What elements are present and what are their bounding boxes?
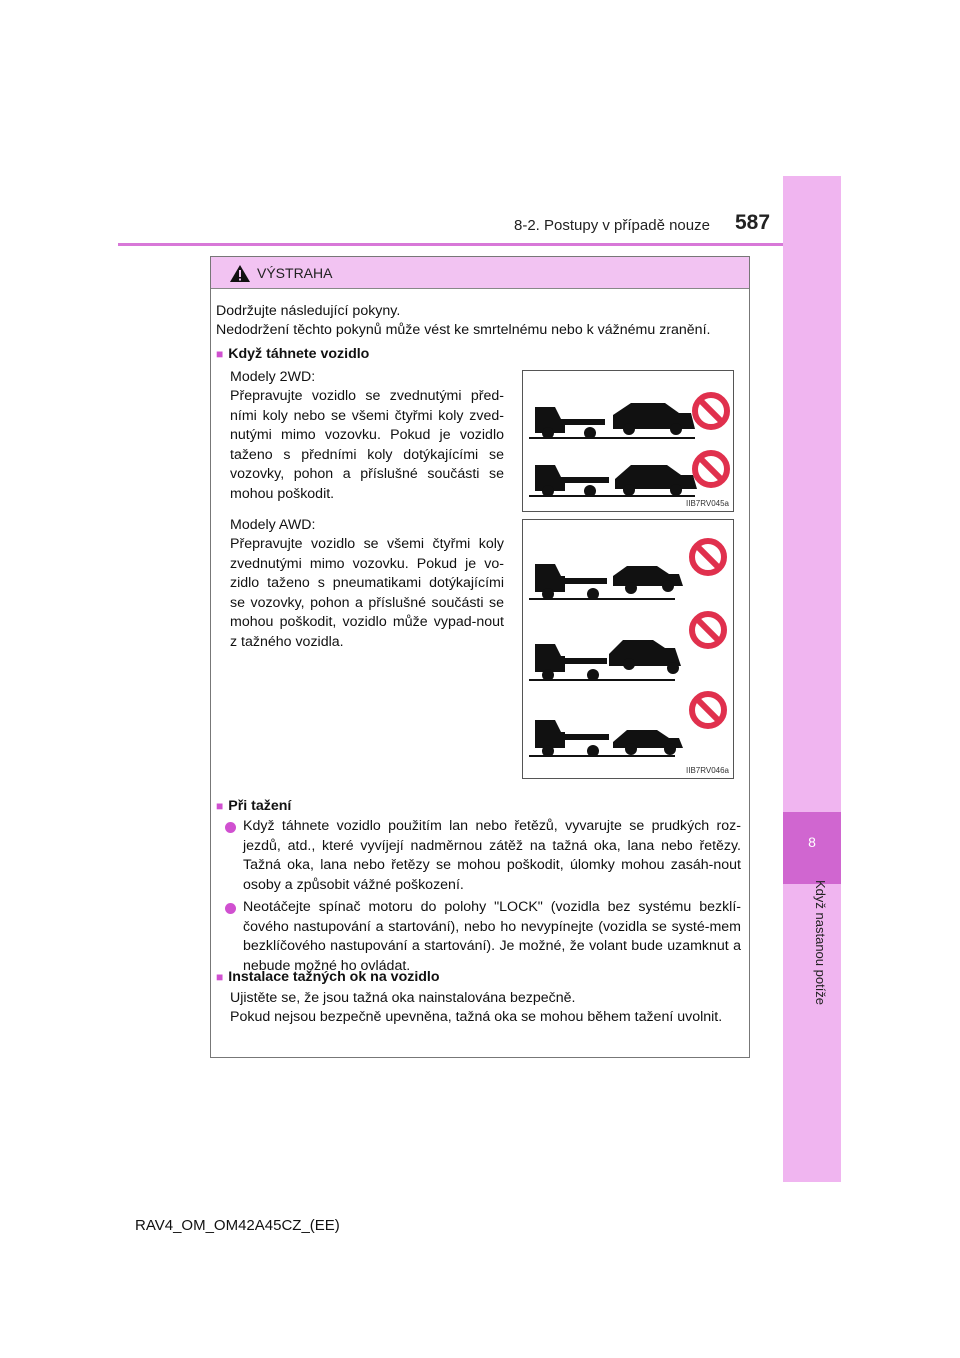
two-wd-label: Modely 2WD: xyxy=(230,369,316,385)
warning-header xyxy=(211,257,749,289)
section-heading-tow-eyelets: ■ Instalace tažných ok na vozidlo xyxy=(216,969,440,985)
eyelets-text-1: Ujistěte se, že jsou tažná oka nainstalována bezpečně. xyxy=(230,990,576,1006)
header-divider xyxy=(118,243,783,246)
towing-bullet-2: Neotáčejte spínač motoru do polohy "LOCK" (vozidla bez systému bezklí-čového nastupování a startování), nebo ho nevypínejte (vozidla se systé-mem bezklíčového nastupování a startování). Je možné, že volant bude uzamknut a nebude možné ho ovládat. xyxy=(243,899,741,974)
chapter-title-tab: Když nastanou potíže xyxy=(813,880,828,1006)
warning-intro-2: Nedodržení těchto pokynů může vést ke smrtelnému nebo k vážnému zranění. xyxy=(216,322,711,338)
figure-2wd-towing xyxy=(522,370,734,512)
document-code: RAV4_OM_OM42A45CZ_(EE) xyxy=(135,1217,340,1234)
warning-box xyxy=(210,256,750,1058)
warning-title: VÝSTRAHA xyxy=(257,265,333,281)
side-tab xyxy=(783,176,841,1182)
section-heading-during-towing: ■ Při tažení xyxy=(216,798,292,814)
warning-intro-1: Dodržujte následující pokyny. xyxy=(216,303,401,319)
towing-awd-illustration xyxy=(523,520,733,778)
section-heading-towing: ■ Když táhnete vozidlo xyxy=(216,346,370,362)
warning-triangle-icon xyxy=(229,264,251,283)
awd-text: Přepravujte vozidlo se všemi čtyřmi koly zvednutými mimo vozovku. Pokud je vo-zidlo taženo s pneumatikami dotýkajícími se vozovky, pohon a příslušné součásti se mohou poškodit, vozidlo může vypad-nout z tažného vozidla. xyxy=(230,536,504,650)
section-title: 8-2. Postupy v případě nouze xyxy=(514,217,710,234)
bullet-dot xyxy=(225,903,236,914)
towing-bullet-1: Když táhnete vozidlo použitím lan nebo řetězů, vyvarujte se prudkých roz-jezdů, atd., které vyvíjejí nadměrnou zátěž na tažná oka, lana nebo řetězy. Tažná oka, lana nebo řetězy se mohou poškodit, úlomky mohou zasáh-nout osoby a způsobit vážné poškození. xyxy=(243,818,741,893)
eyelets-text-2: Pokud nejsou bezpečně upevněna, tažná oka se mohou během tažení uvolnit. xyxy=(230,1009,723,1025)
figure-code: IIB7RV045a xyxy=(686,499,729,508)
chapter-number-tab: 8 xyxy=(783,812,841,884)
awd-label: Modely AWD: xyxy=(230,517,316,533)
two-wd-text: Přepravujte vozidlo se zvednutými před-ními koly nebo se všemi čtyřmi koly zved-nutými mimo vozovku. Pokud je vozidlo taženo s předními koly dotýkajícími se vozovky, pohon a příslušné součásti se mohou poškodit. xyxy=(230,388,504,502)
bullet-dot xyxy=(225,822,236,833)
page-number: 587 xyxy=(735,211,771,234)
figure-awd-towing xyxy=(522,519,734,779)
towing-2wd-illustration xyxy=(523,371,733,511)
figure-code: IIB7RV046a xyxy=(686,766,729,775)
